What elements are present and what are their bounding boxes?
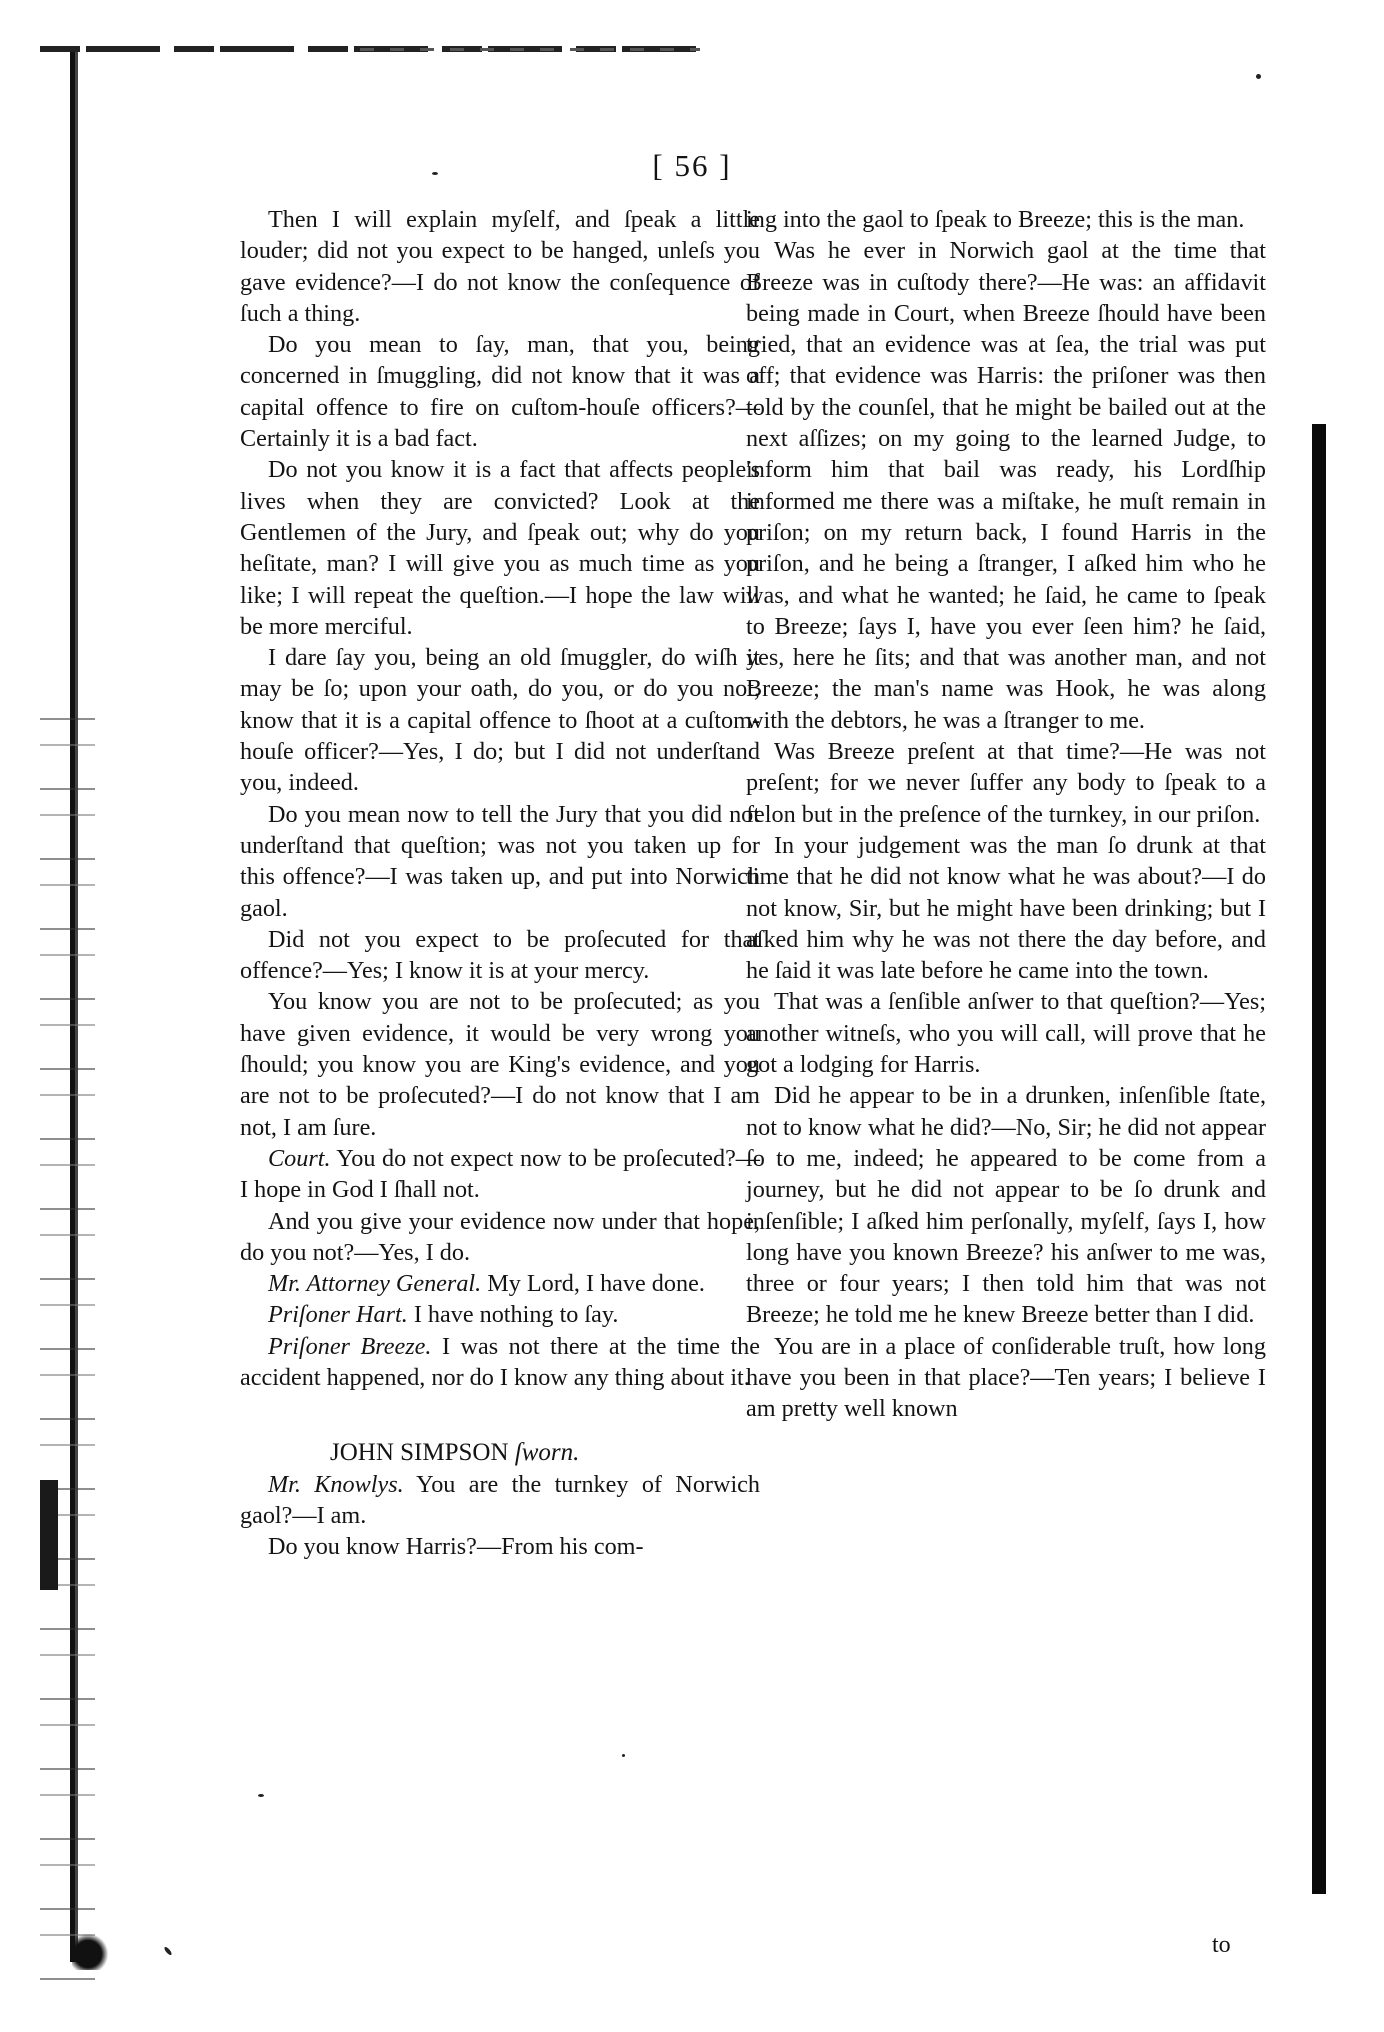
paragraph: [240, 1299, 760, 1330]
paragraph-text: You know you are not to be proſecuted; as you have given evidence, it would be very wrong you ſhould; you know you are King's evidence, and you are not to be proſecuted?—I do not know that I am not, I am ſure.: [240, 988, 760, 1141]
paragraph: [240, 1531, 760, 1562]
paragraph-text: Do you mean to ſay, man, that you, being concerned in ſmuggling, did not know that it was a capital offence to fire on cuſtom-houſe officers?—Certainly it is a bad fact.: [240, 331, 760, 453]
scan-binding-foot: [72, 1930, 112, 1970]
paragraph-text: Was Breeze preſent at that time?—He was not preſent; for we never ſuffer any body to ſpeak to a felon but in the preſence of the turnkey, in our priſon.: [746, 738, 1266, 828]
paragraph-text: Did not you expect to be proſecuted for that offence?—Yes; I know it is at your mercy.: [240, 925, 760, 985]
paragraph: [240, 1331, 760, 1394]
paragraph: [746, 830, 1266, 986]
paragraph-text: In your judgement was the man ſo drunk at that time that he did not know what he was about?—I do not know, Sir, but he might have been drinking; but I aſked him why he was not there the day before, and he ſaid it was late before he came into the town.: [746, 831, 1266, 985]
paragraph: [240, 642, 760, 798]
witness-name: JOHN SIMPSON: [330, 1439, 509, 1467]
speaker-label: Mr. Attorney General.: [268, 1270, 482, 1298]
paragraph: [746, 736, 1266, 830]
speaker-label: Mr. Knowlys.: [268, 1470, 404, 1498]
paragraph: [240, 204, 760, 329]
paragraph: [746, 1080, 1266, 1330]
paragraph: [240, 924, 760, 987]
paragraph: [240, 1268, 760, 1299]
paragraph: [240, 329, 760, 454]
paragraph: [746, 986, 1266, 1080]
paragraph-text: You are in a place of conſiderable truſt, how long have you been in that place?—Ten years; I believe I am pretty well known: [746, 1332, 1266, 1423]
paragraph: [240, 454, 760, 642]
paragraph-text: You are the turnkey of Norwich gaol?—I am.: [240, 1470, 760, 1529]
scan-top-rule-fade: [360, 48, 700, 51]
paragraph: [240, 1143, 760, 1206]
paragraph-text: I dare ſay you, being an old ſmuggler, do wiſh it may be ſo; upon your oath, do you, or do you not, know that it is a capital offence to ſhoot at a cuſtom-houſe officer?—Yes, I do; but I did not underſtand you, indeed.: [240, 644, 760, 797]
scan-speck: [163, 1946, 172, 1956]
paragraph: [240, 986, 760, 1142]
speaker-label: Priſoner Hart.: [268, 1301, 408, 1329]
paragraph: [240, 1206, 760, 1269]
witness-note: ſworn.: [514, 1439, 580, 1467]
paragraph: [746, 204, 1266, 235]
scan-speck: [1256, 74, 1261, 79]
paragraph-text: I have nothing to ſay.: [413, 1301, 619, 1329]
scan-right-edge-bar: [1312, 424, 1326, 1894]
paragraph-text: And you give your evidence now under that hope, do you not?—Yes, I do.: [240, 1207, 760, 1266]
witness-heading: [330, 1437, 760, 1468]
paragraph: [240, 799, 760, 924]
paragraph: [746, 235, 1266, 736]
page-number: [ 56 ]: [652, 148, 732, 183]
speaker-label: Priſoner Breeze.: [268, 1332, 432, 1360]
paragraph-text: My Lord, I have done.: [487, 1270, 705, 1298]
catchword: to: [1212, 1932, 1231, 1958]
scan-binding-noise: [40, 700, 95, 1980]
paragraph-text: Do you know Harris?—From his com-: [268, 1533, 644, 1561]
paragraph-text: Do you mean now to tell the Jury that you did not underſtand that queſtion; was not you taken up for this offence?—I was taken up, and put into Norwich gaol.: [240, 800, 760, 922]
scan-speck: [622, 1754, 625, 1757]
paragraph: [240, 1469, 760, 1532]
paragraph-text: Was he ever in Norwich gaol at the time that Breeze was in cuſtody there?—He was: an affidavit being made in Court, when Breeze ſhould have been tried, that an evidence was at ſea, the trial was put off; that evidence was Harris: the priſoner was then told by the counſel, that he might be bailed out at the next aſſizes; on my going to the learned Judge, to inform him that bail was ready, his Lordſhip informed me there was a miſtake, he muſt remain in priſon; on my return back, I found Harris in the priſon, and he being a ſtranger, I aſked him who he was, and what he wanted; he ſaid, he came to ſpeak to Breeze; ſays I, have you ever ſeen him? he ſaid, yes, here he ſits; and that was another man, and not Breeze; the man's name was Hook, he was along with the debtors, he was a ſtranger to me.: [746, 237, 1266, 734]
scan-speck: [258, 1794, 264, 1797]
paragraph-text: Then I will explain myſelf, and ſpeak a little louder; did not you expect to be hanged, unleſs you gave evidence?—I do not know the conſequence of ſuch a thing.: [240, 206, 760, 327]
paragraph-text: Did he appear to be in a drunken, inſenſible ſtate, not to know what he did?—No, Sir; he did not appear ſo to me, indeed; he appeared to be come from a journey, but he did not appear to be ſo drunk and inſenſible; I aſked him perſonally, myſelf, ſays I, how long have you known Breeze? his anſwer to me was, three or four years; I then told him that was not Breeze; he told me he knew Breeze better than I did.: [746, 1082, 1266, 1329]
paragraph-text: That was a ſenſible anſwer to that queſtion?—Yes; another witneſs, who you will call, will prove that he got a lodging for Harris.: [746, 988, 1266, 1079]
paragraph-text: You do not expect now to be proſecuted?—I hope in God I ſhall not.: [240, 1144, 760, 1204]
speaker-label: Court.: [268, 1144, 331, 1172]
paragraph: [746, 1331, 1266, 1425]
scan-binding-block: [40, 1480, 58, 1590]
paragraph-text: ing into the gaol to ſpeak to Breeze; this is the man.: [746, 206, 1245, 233]
paragraph-text: Do not you know it is a fact that affects people's lives when they are convicted? Look at the Gentlemen of the Jury, and ſpeak out; why do you heſitate, man? I will give you as much time as you like; I will repeat the queſtion.—I hope the law will be more merciful.: [240, 456, 760, 640]
left-column: [240, 204, 760, 1562]
right-column: [746, 204, 1266, 1425]
paragraph-text: I was not there at the time the accident happened, nor do I know any thing about it.: [240, 1332, 760, 1391]
